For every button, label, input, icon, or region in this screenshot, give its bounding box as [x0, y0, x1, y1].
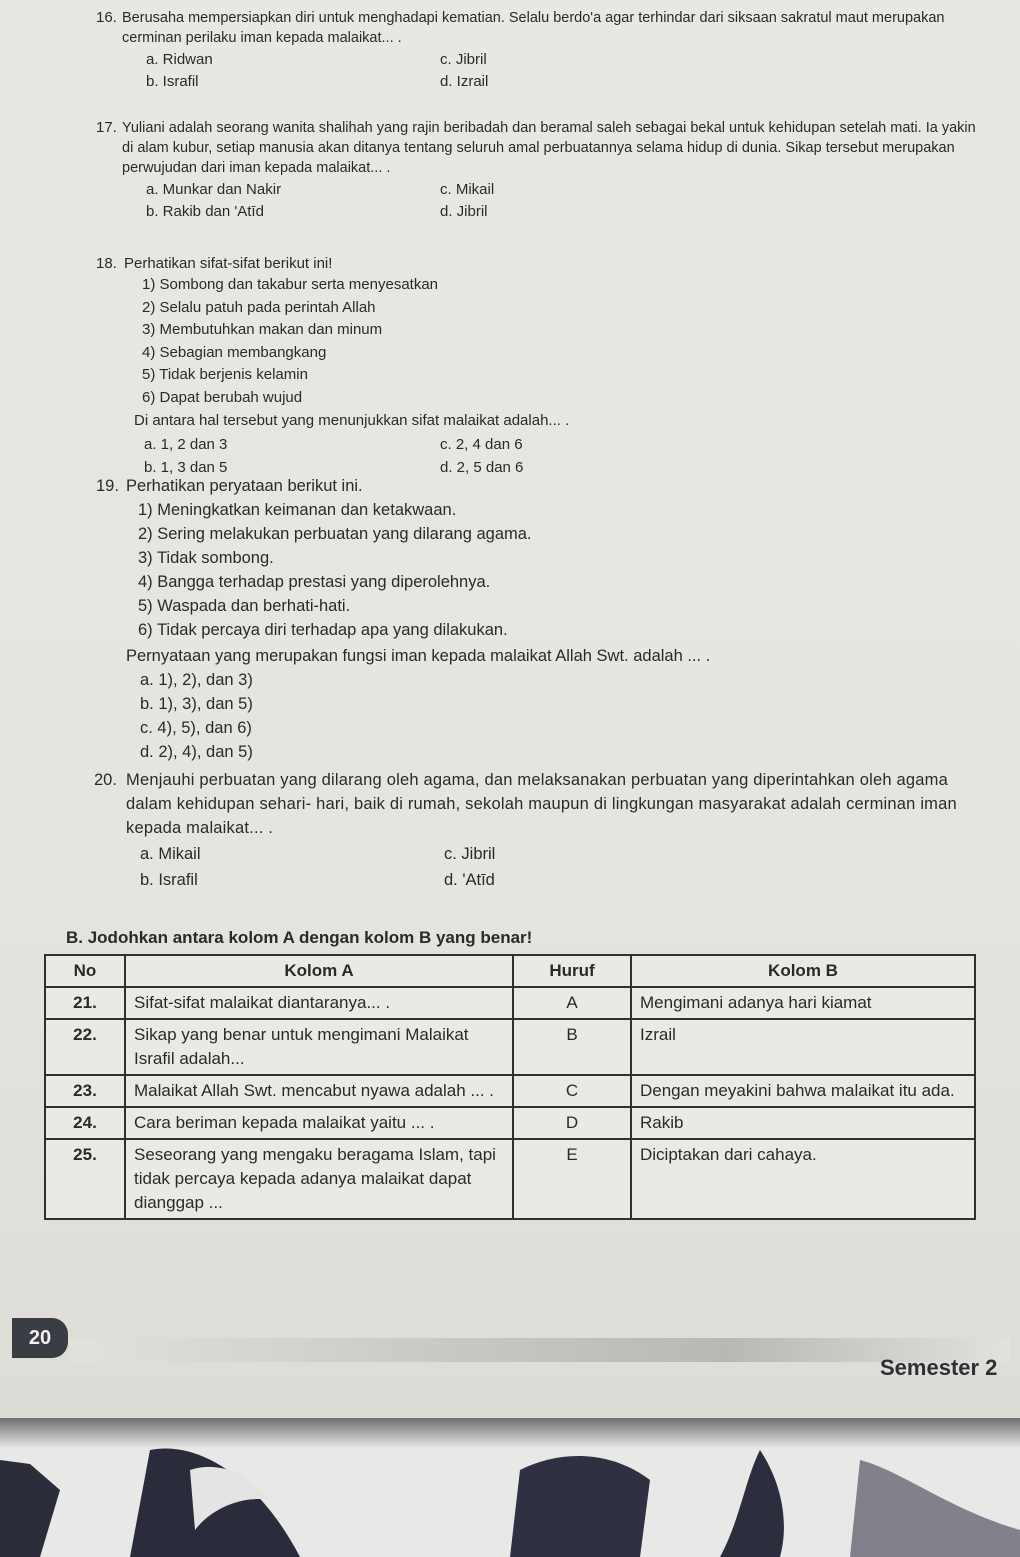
question-16	[96, 8, 990, 92]
option-d[interactable]: d. 2, 5 dan 6	[440, 459, 524, 476]
option-d[interactable]: d. Izrail	[440, 73, 489, 90]
option-b[interactable]: b. Rakib dan 'Atīd	[146, 203, 264, 220]
option-c[interactable]: c. Mikail	[440, 181, 495, 198]
table-row	[45, 1139, 975, 1219]
question-17	[96, 118, 990, 222]
kolom-b-cell: Rakib	[631, 1107, 975, 1139]
header-kolom-a: Kolom A	[125, 955, 513, 987]
list-item: 3) Membutuhkan makan dan minum	[142, 321, 383, 338]
header-huruf: Huruf	[513, 955, 631, 987]
section-b-heading: B. Jodohkan antara kolom A dengan kolom B yang benar!	[66, 928, 533, 947]
list-item: 6) Tidak percaya diri terhadap apa yang dilakukan.	[138, 621, 508, 639]
kolom-b-cell: Izrail	[631, 1019, 975, 1075]
option-c[interactable]: c. 4), 5), dan 6)	[140, 719, 252, 737]
semester-label: Semester 2	[880, 1355, 998, 1380]
row-number: 21.	[45, 987, 125, 1019]
list-item: 2) Selalu patuh pada perintah Allah	[142, 298, 376, 316]
row-number: 23.	[45, 1075, 125, 1107]
kolom-a-cell: Sifat-sifat malaikat diantaranya... .	[125, 987, 513, 1019]
kolom-a-cell: Cara beriman kepada malaikat yaitu ... .	[125, 1107, 513, 1139]
huruf-cell: D	[513, 1107, 631, 1139]
matching-table	[44, 954, 976, 1220]
option-a[interactable]: a. Ridwan	[146, 51, 213, 68]
question-number: 19.	[96, 477, 119, 495]
question-prompt: Pernyataan yang merupakan fungsi iman kepada malaikat Allah Swt. adalah ... .	[126, 647, 711, 665]
list-item: 5) Waspada dan berhati-hati.	[138, 597, 351, 615]
option-d[interactable]: d. 2), 4), dan 5)	[140, 743, 253, 761]
option-b[interactable]: b. Israfil	[146, 73, 199, 90]
option-a[interactable]: a. Mikail	[140, 845, 201, 863]
option-c[interactable]: c. Jibril	[444, 845, 496, 863]
option-d[interactable]: d. 'Atīd	[444, 871, 495, 889]
header-no: No	[45, 955, 125, 987]
page-number: 20	[12, 1318, 68, 1358]
kolom-a-cell: Malaikat Allah Swt. mencabut nyawa adalah ... .	[125, 1075, 513, 1107]
row-number: 25.	[45, 1139, 125, 1219]
question-20	[94, 768, 990, 892]
huruf-cell: B	[513, 1019, 631, 1075]
question-number: 20.	[94, 771, 117, 789]
list-item: 1) Sombong dan takabur serta menyesatkan	[142, 276, 439, 293]
option-b[interactable]: b. Israfil	[140, 871, 198, 889]
question-text: Yuliani adalah seorang wanita shalihah yang rajin beribadah dan beramal saleh sebagai bekal untuk kehidupan setelah mati. Ia yakin di alam kubur, setiap manusia akan ditanya tentang seluruh amal perbuatannya selama hidup di dunia. Sikap tersebut merupakan perwujudan dari iman kepada malaikat... .	[122, 120, 976, 176]
table-row	[45, 987, 975, 1019]
question-prompt: Di antara hal tersebut yang menunjukkan sifat malaikat adalah... .	[134, 412, 570, 429]
option-b[interactable]: b. 1, 3 dan 5	[144, 459, 228, 476]
option-d[interactable]: d. Jibril	[440, 203, 488, 220]
option-a[interactable]: a. Munkar dan Nakir	[146, 181, 282, 198]
table-row	[45, 1075, 975, 1107]
question-text: Perhatikan sifat-sifat berikut ini!	[124, 255, 333, 272]
kolom-a-cell: Sikap yang benar untuk mengimani Malaikat Israfil adalah...	[125, 1019, 513, 1075]
option-a[interactable]: a. 1, 2 dan 3	[144, 436, 228, 453]
question-18	[96, 254, 990, 478]
question-number: 16.	[96, 9, 117, 26]
table-row	[45, 1107, 975, 1139]
option-b[interactable]: b. 1), 3), dan 5)	[140, 695, 253, 713]
question-text: Perhatikan peryataan berikut ini.	[126, 477, 363, 495]
kolom-b-cell: Dengan meyakini bahwa malaikat itu ada.	[631, 1075, 975, 1107]
huruf-cell: A	[513, 987, 631, 1019]
question-text: Berusaha mempersiapkan diri untuk menghadapi kematian. Selalu berdo'a agar terhindar dari siksaan sakratul maut merupakan cerminan perilaku iman kepada malaikat... .	[122, 10, 945, 46]
option-c[interactable]: c. 2, 4 dan 6	[440, 436, 523, 453]
option-c[interactable]: c. Jibril	[440, 51, 487, 68]
list-item: 2) Sering melakukan perbuatan yang dilarang agama.	[138, 525, 532, 543]
row-number: 24.	[45, 1107, 125, 1139]
kolom-a-cell: Seseorang yang mengaku beragama Islam, tapi tidak percaya kepada adanya malaikat dapat dianggap ...	[125, 1139, 513, 1219]
kolom-b-cell: Mengimani adanya hari kiamat	[631, 987, 975, 1019]
page-shadow	[0, 1418, 1020, 1448]
list-item: 3) Tidak sombong.	[138, 549, 274, 567]
question-text: Menjauhi perbuatan yang dilarang oleh agama, dan melaksanakan perbuatan yang diperintahkan oleh agama dalam kehidupan sehari- hari, baik di rumah, sekolah maupun di lingkungan masyarakat adalah cerminan iman kepada malaikat... .	[126, 771, 957, 837]
option-a[interactable]: a. 1), 2), dan 3)	[140, 671, 253, 689]
huruf-cell: E	[513, 1139, 631, 1219]
list-item: 6) Dapat berubah wujud	[142, 388, 303, 406]
question-19	[96, 474, 990, 764]
list-item: 5) Tidak berjenis kelamin	[142, 366, 308, 383]
question-number: 17.	[96, 119, 117, 136]
table-row	[45, 1019, 975, 1075]
row-number: 22.	[45, 1019, 125, 1075]
kolom-b-cell: Diciptakan dari cahaya.	[631, 1139, 975, 1219]
list-item: 4) Bangga terhadap prestasi yang diperolehnya.	[138, 573, 491, 591]
list-item: 1) Meningkatkan keimanan dan ketakwaan.	[138, 501, 457, 519]
footer-bar	[70, 1338, 1010, 1362]
list-item: 4) Sebagian membangkang	[142, 343, 327, 361]
table-header-row	[45, 955, 975, 987]
huruf-cell: C	[513, 1075, 631, 1107]
header-kolom-b: Kolom B	[631, 955, 975, 987]
question-number: 18.	[96, 255, 117, 272]
